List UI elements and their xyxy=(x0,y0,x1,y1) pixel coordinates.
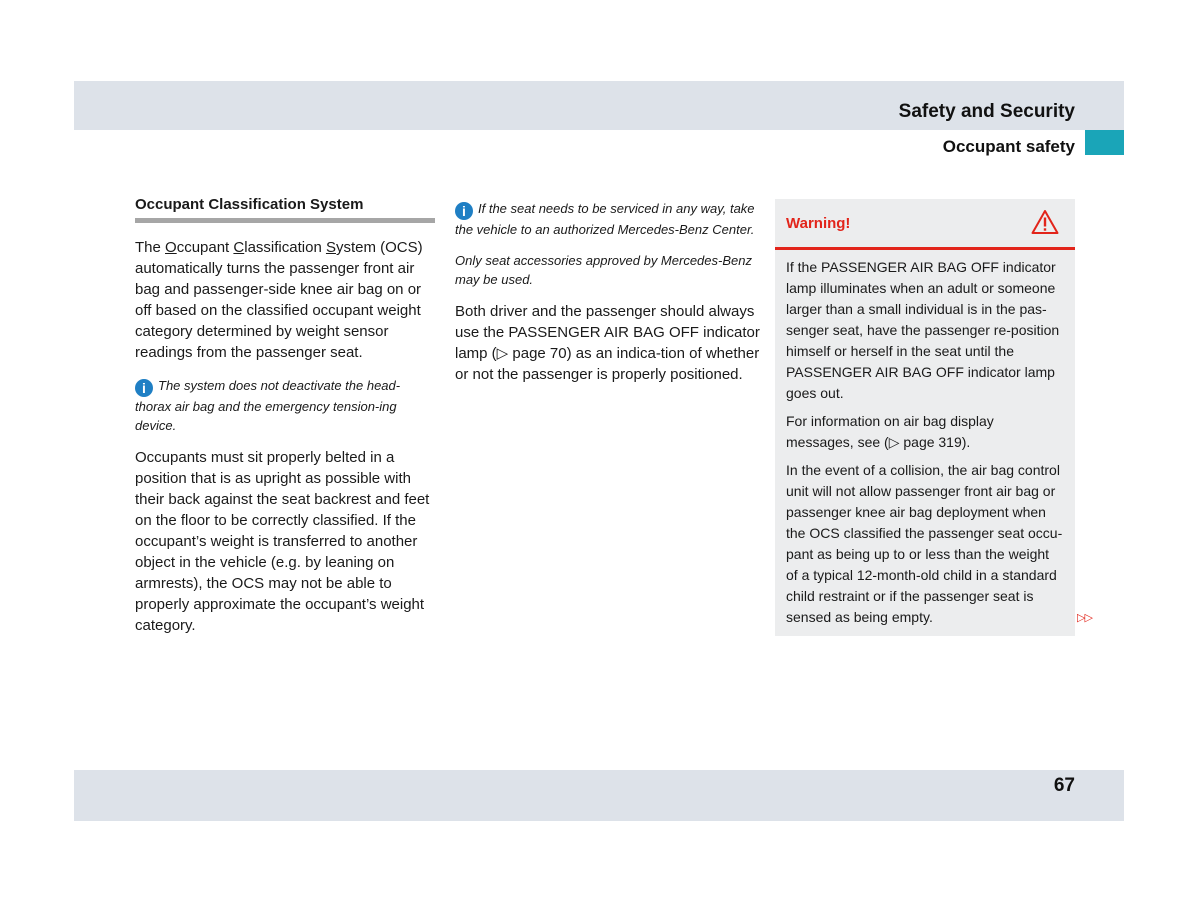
warning-paragraph-3: In the event of a collision, the air bag control unit will not allow passenger front air bag or passenger knee air bag deployment when the OCS classified the passenger seat occu-pant as being up to or less than the weight of a typical 12-month-old child in a standard child restraint or if the passenger seat is sensed as being empty. xyxy=(786,462,1063,625)
continue-arrows-icon: ▷▷ xyxy=(1077,612,1092,624)
ocs-intro-paragraph: The Occupant Classification System (OCS) automatically turns the passenger front air bag and passenger-side knee air bag on or off based on the classified occupant weight category determined by weight sensor readings from the passenger seat. xyxy=(135,239,423,361)
service-note: i If the seat needs to be serviced in any way, take the vehicle to an authorized Mercedes-Benz Center. xyxy=(455,201,755,237)
subsection-title: Occupant safety xyxy=(942,137,1075,156)
indicator-lamp-paragraph: Both driver and the passenger should always use the PASSENGER AIR BAG OFF indicator lamp (▷ page 70) as an indica-tion of whether or not the passenger is properly positioned. xyxy=(455,303,760,383)
accessories-note: Only seat accessories approved by Mercedes-Benz may be used. xyxy=(455,253,752,287)
warning-body xyxy=(775,250,1075,628)
seating-paragraph: Occupants must sit properly belted in a position that is as upright as possible with their back against the seat backrest and feet on the floor to be correctly classified. If the occupant’s weight is transferred to another object in the vehicle (e.g. by leaning on armrests), the OCS may not be able to properly approximate the occupant’s weight category. xyxy=(135,449,430,634)
ocs-heading: Occupant Classification System xyxy=(135,196,435,223)
warning-paragraph-1: If the PASSENGER AIR BAG OFF indicator lamp illuminates when an adult or someone larger than a small individual is in the pas-senger seat, have the passenger re-position himself or herself in the seat until the PASSENGER AIR BAG OFF indicator lamp goes out. xyxy=(786,259,1060,401)
warning-box xyxy=(775,199,1075,636)
column-left xyxy=(135,196,435,649)
section-title: Safety and Security xyxy=(898,101,1075,122)
warning-triangle-icon xyxy=(1031,209,1059,235)
footer-band xyxy=(74,770,1124,821)
warning-paragraph-2: For information on air bag display messages, see (▷ page 319). xyxy=(786,413,994,450)
section-tab-marker xyxy=(1085,130,1124,155)
warning-header xyxy=(775,199,1075,250)
info-icon: i xyxy=(135,379,153,397)
warning-label: Warning! xyxy=(786,215,851,232)
info-icon: i xyxy=(455,202,473,220)
ocs-note: i The system does not deactivate the head-thorax air bag and the emergency tension-ing device. xyxy=(135,378,401,433)
column-middle xyxy=(455,199,760,398)
page-number: 67 xyxy=(1053,775,1075,796)
